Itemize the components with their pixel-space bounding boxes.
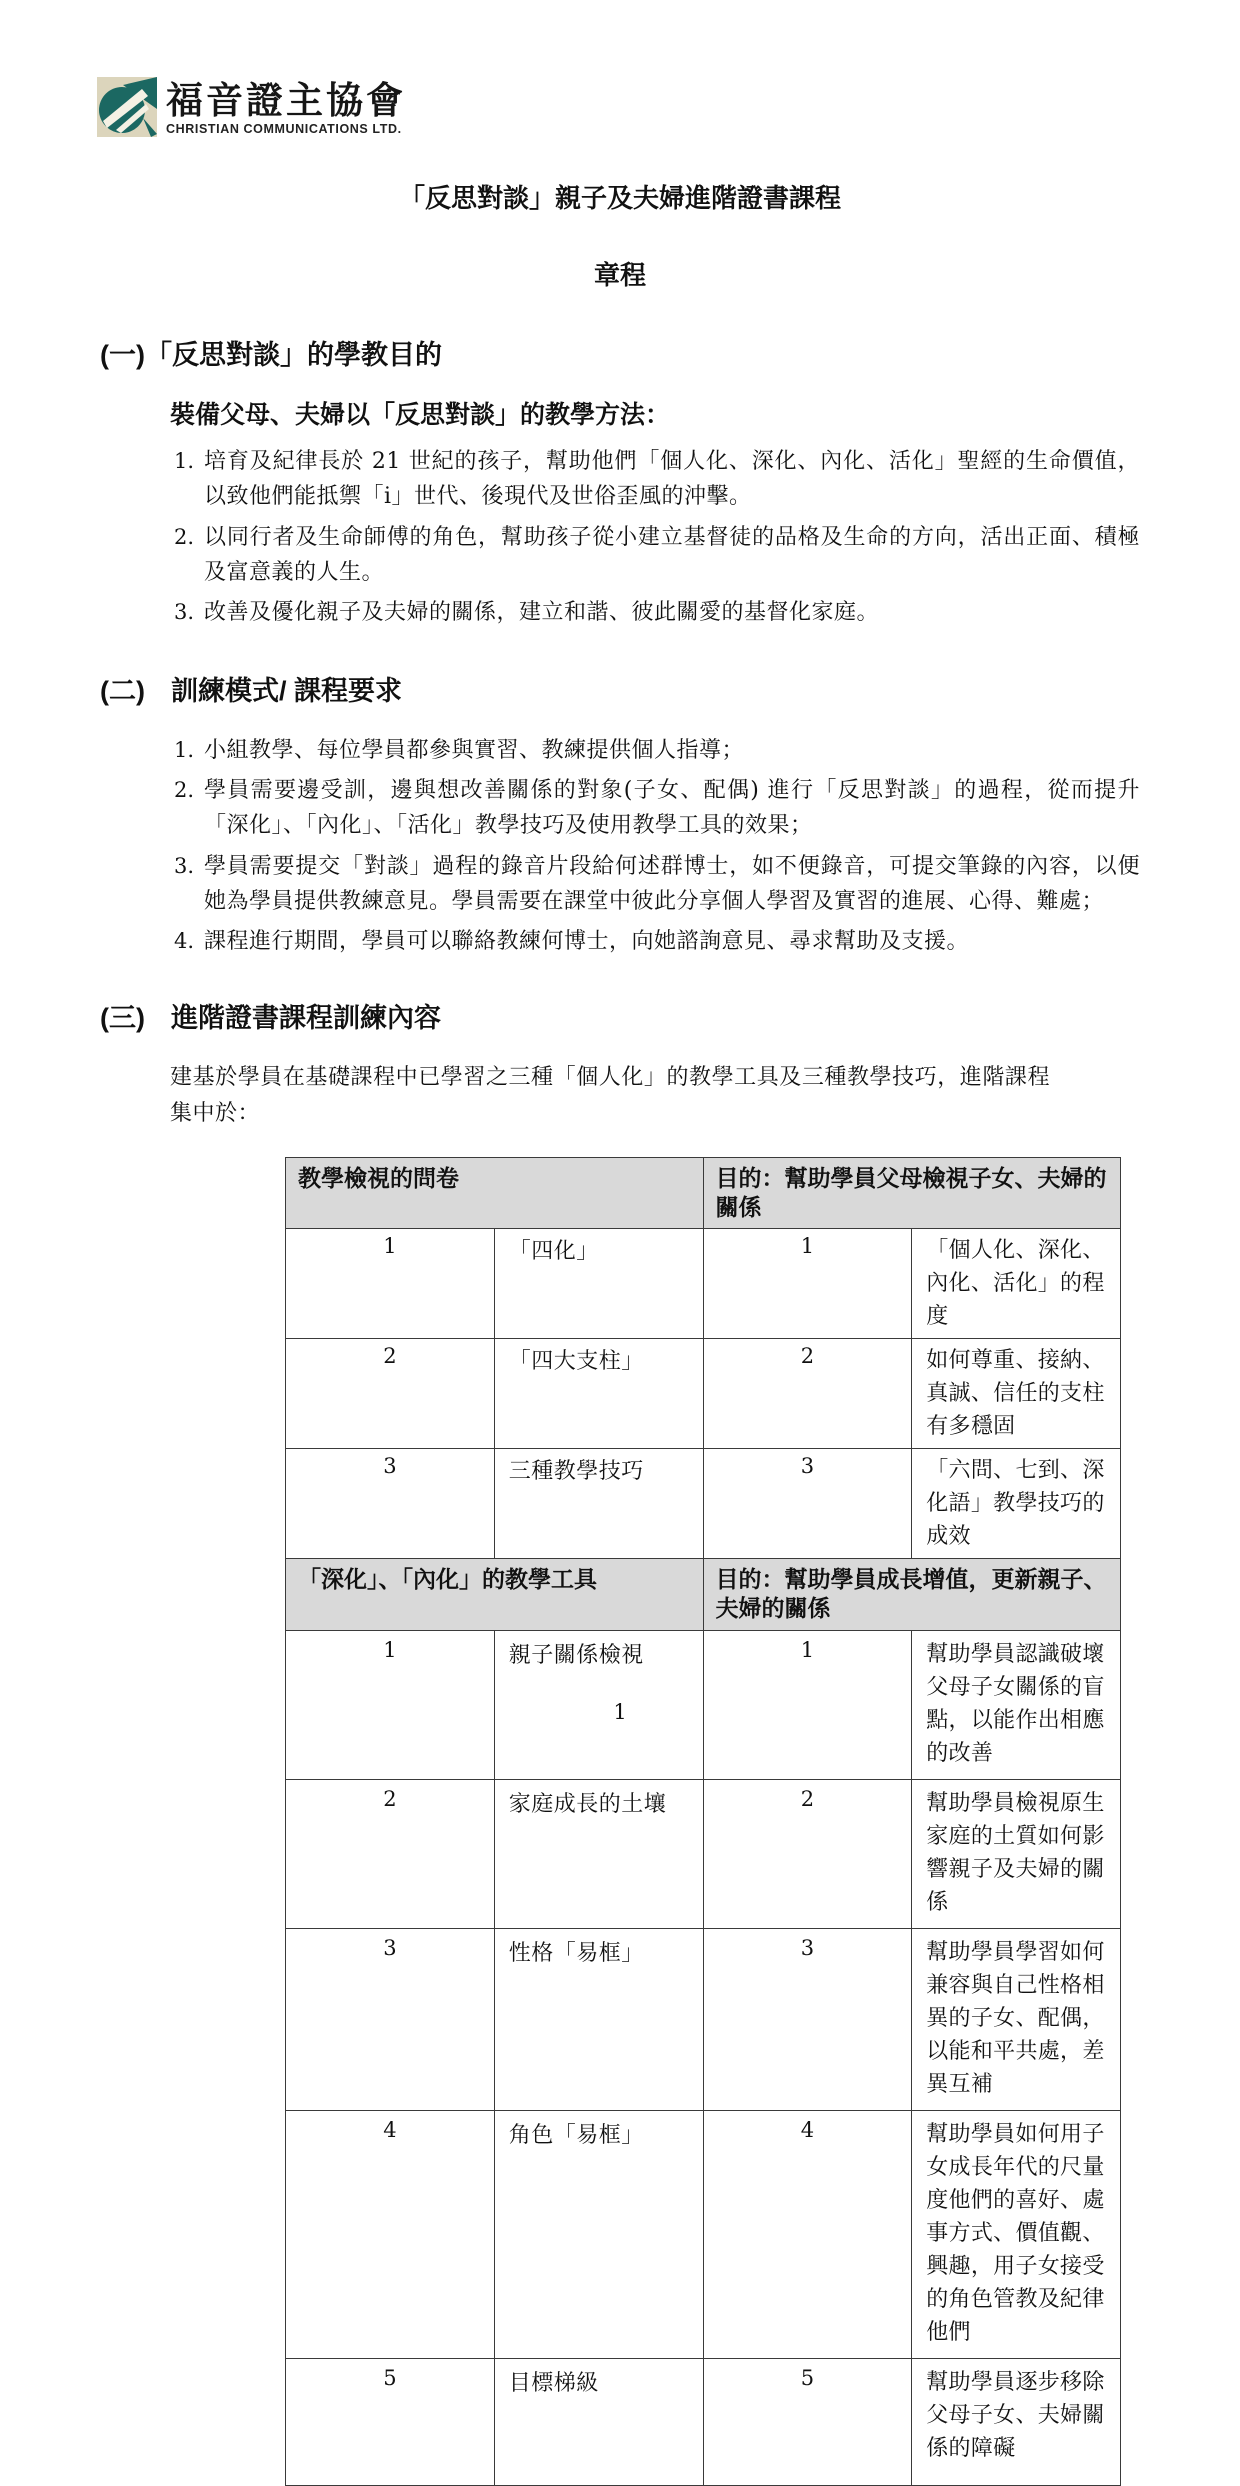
row-num: 2 bbox=[703, 1339, 912, 1449]
row-num: 2 bbox=[703, 1779, 912, 1928]
item-number: 4. bbox=[174, 929, 195, 954]
section-course-content bbox=[0, 1002, 1240, 2486]
row-num: 3 bbox=[703, 1928, 912, 2110]
row-num: 3 bbox=[286, 1449, 495, 1559]
section-3-heading bbox=[100, 1002, 1140, 1034]
row-num: 2 bbox=[286, 1339, 495, 1449]
list-item bbox=[174, 850, 1140, 920]
section-3-intro: 建基於學員在基礎課程中已學習之三種「個人化」的教學工具及三種教學技巧，進階課程集中於： bbox=[170, 1065, 1050, 1126]
section-2-heading bbox=[100, 675, 1140, 707]
section-1-list bbox=[174, 445, 1140, 631]
row-num: 1 bbox=[703, 1229, 912, 1339]
row-num: 2 bbox=[286, 1779, 495, 1928]
purpose-text: 「個人化、深化、內化、活化」的程度 bbox=[912, 1229, 1121, 1339]
section-training-mode bbox=[0, 675, 1240, 960]
section-2-list bbox=[174, 734, 1140, 961]
tool-name: 性格「易框」 bbox=[494, 1928, 703, 2110]
section-1-heading bbox=[100, 339, 1140, 371]
section-1-title: 「反思對談」的學教目的 bbox=[144, 340, 442, 370]
purpose-text: 幫助學員逐步移除父母子女、夫婦關係的障礙 bbox=[912, 2358, 1121, 2485]
item-text: 以同行者及生命師傅的角色，幫助孩子從小建立基督徒的品格及生命的方向，活出正面、積極及富意義的人生。 bbox=[204, 524, 1140, 585]
organization-logo bbox=[96, 76, 406, 138]
item-text: 培育及紀律長於 21 世紀的孩子，幫助他們「個人化、深化、內化、活化」聖經的生命價值，以致他們能抵禦「i」世代、後現代及世俗歪風的沖擊。 bbox=[204, 449, 1140, 510]
item-number: 3. bbox=[174, 600, 195, 625]
item-text: 小組教學、每位學員都參與實習、教練提供個人指導； bbox=[204, 737, 745, 763]
item-number: 2. bbox=[174, 778, 195, 803]
purpose-text: 幫助學員檢視原生家庭的土質如何影響親子及夫婦的關係 bbox=[912, 1779, 1121, 1928]
logo-chinese-name: 福音證主協會 bbox=[166, 80, 406, 121]
list-item bbox=[174, 596, 1140, 631]
page-number: 1 bbox=[613, 1700, 627, 1724]
list-item bbox=[174, 774, 1140, 844]
tool-name: 「四大支柱」 bbox=[494, 1339, 703, 1449]
section-2-number: (二) bbox=[100, 676, 145, 707]
item-text: 課程進行期間，學員可以聯絡教練何博士，向她諮詢意見、尋求幫助及支援。 bbox=[204, 929, 970, 955]
section-learning-objectives bbox=[0, 339, 1240, 631]
purpose-text: 如何尊重、接納、真誠、信任的支柱有多穩固 bbox=[912, 1339, 1121, 1449]
page-subtitle: 章程 bbox=[593, 260, 646, 290]
row-num: 1 bbox=[703, 1630, 912, 1779]
header-purpose-2: 目的：幫助學員成長增值，更新親子、夫婦的關係 bbox=[703, 1559, 1121, 1631]
list-item bbox=[174, 734, 1140, 769]
item-number: 1. bbox=[174, 449, 195, 474]
table-row bbox=[286, 1229, 1121, 1339]
table-row bbox=[286, 1339, 1121, 1449]
section-1-subheading: 裝備父母、夫婦以「反思對談」的教學方法： bbox=[170, 401, 671, 430]
table-row bbox=[286, 2358, 1121, 2485]
page-title: 「反思對談」親子及夫婦進階證書課程 bbox=[398, 183, 841, 213]
purpose-text: 幫助學員學習如何兼容與自己性格相異的子女、配偶，以能和平共處，差異互補 bbox=[912, 1928, 1121, 2110]
table-row bbox=[286, 1449, 1121, 1559]
tool-name: 目標梯級 bbox=[494, 2358, 703, 2485]
list-item bbox=[174, 521, 1140, 591]
item-text: 改善及優化親子及夫婦的關係，建立和諧、彼此關愛的基督化家庭。 bbox=[204, 600, 880, 626]
tool-name: 角色「易框」 bbox=[494, 2110, 703, 2358]
row-num: 5 bbox=[703, 2358, 912, 2485]
ccl-logo-icon bbox=[96, 76, 158, 138]
list-item bbox=[174, 445, 1140, 515]
item-number: 2. bbox=[174, 524, 195, 549]
section-3-title: 進階證書課程訓練內容 bbox=[170, 1003, 441, 1034]
row-num: 5 bbox=[286, 2358, 495, 2485]
item-number: 3. bbox=[174, 853, 195, 878]
tool-name: 「四化」 bbox=[494, 1229, 703, 1339]
purpose-text: 幫助學員如何用子女成長年代的尺量度他們的喜好、處事方式、價值觀、興趣，用子女接受的角色管教及紀律他們 bbox=[912, 2110, 1121, 2358]
tool-name: 三種教學技巧 bbox=[494, 1449, 703, 1559]
table-row bbox=[286, 2110, 1121, 2358]
curriculum-table bbox=[285, 1157, 1121, 2486]
tool-name: 家庭成長的土壤 bbox=[494, 1779, 703, 1928]
purpose-text: 「六問、七到、深化語」教學技巧的成效 bbox=[912, 1449, 1121, 1559]
curriculum-table-wrapper bbox=[285, 1157, 1140, 2486]
item-text: 學員需要提交「對談」過程的錄音片段給何述群博士，如不便錄音，可提交筆錄的內容，以便她為學員提供教練意見。學員需要在課堂中彼此分享個人學習及實習的進展、心得、難處； bbox=[204, 853, 1140, 914]
purpose-text: 幫助學員認識破壞父母子女關係的盲點，以能作出相應的改善 bbox=[912, 1630, 1121, 1779]
row-num: 1 bbox=[286, 1229, 495, 1339]
section-3-number: (三) bbox=[100, 1003, 145, 1034]
row-num: 4 bbox=[703, 2110, 912, 2358]
table-row bbox=[286, 1928, 1121, 2110]
row-num: 1 bbox=[286, 1630, 495, 1779]
section-1-number: (一) bbox=[100, 340, 145, 370]
tool-name: 親子關係檢視 bbox=[494, 1630, 703, 1779]
header-questionnaires: 教學檢視的問卷 bbox=[286, 1157, 704, 1229]
item-number: 1. bbox=[174, 737, 195, 762]
row-num: 4 bbox=[286, 2110, 495, 2358]
table-row bbox=[286, 1779, 1121, 1928]
list-item bbox=[174, 925, 1140, 960]
logo-english-name: CHRISTIAN COMMUNICATIONS LTD. bbox=[166, 122, 402, 136]
row-num: 3 bbox=[703, 1449, 912, 1559]
item-text: 學員需要邊受訓，邊與想改善關係的對象(子女、配偶) 進行「反思對談」的過程，從而提升「深化」、「內化」、「活化」教學技巧及使用教學工具的效果； bbox=[204, 778, 1140, 839]
row-num: 3 bbox=[286, 1928, 495, 2110]
header-purpose-1: 目的：幫助學員父母檢視子女、夫婦的關係 bbox=[703, 1157, 1121, 1229]
section-2-title: 訓練模式/ 課程要求 bbox=[170, 676, 402, 707]
table-header-row bbox=[286, 1157, 1121, 1229]
header-tools: 「深化」、「內化」的教學工具 bbox=[286, 1559, 704, 1631]
table-header-row bbox=[286, 1559, 1121, 1631]
